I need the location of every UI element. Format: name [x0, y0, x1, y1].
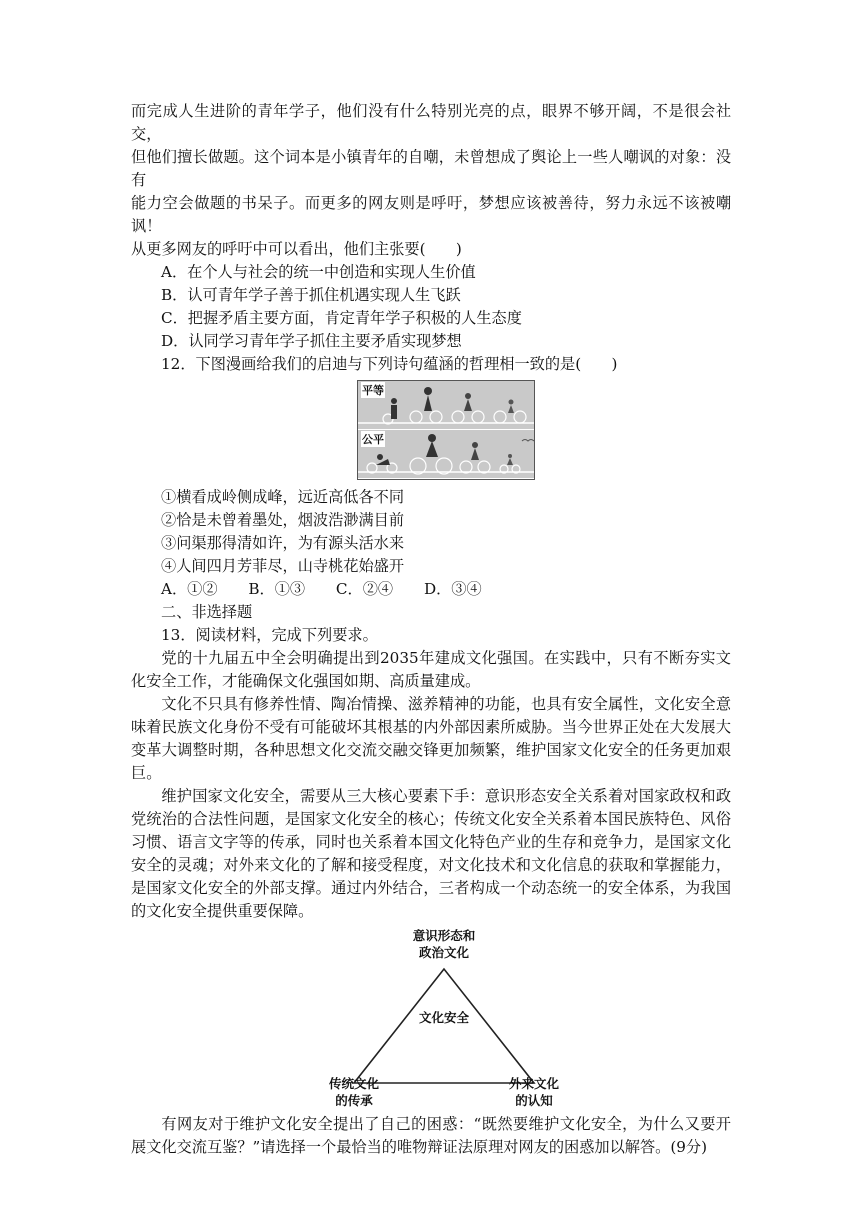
diagram-left-label: 传统文化 的传承 — [328, 1076, 379, 1108]
q12-stem: 12．下图漫画给我们的启迪与下列诗句蕴涵的哲理相一致的是( ) — [161, 355, 618, 373]
q12-choice-a: A．①② — [161, 580, 218, 598]
comic-image — [357, 380, 535, 480]
question-11 — [131, 100, 731, 353]
q11-option-a: A．在个人与社会的统一中创造和实现人生价值 — [161, 263, 476, 281]
q12-choices — [131, 578, 731, 601]
q12-choice-c: C．②④ — [335, 580, 394, 598]
q12-poem-1: ①横看成岭侧成峰，远近高低各不同 — [161, 488, 404, 506]
q11-stem-line: 能力空会做题的书呆子。而更多的网友则是呼吁，梦想应该被善待，努力永远不该被嘲讽！ — [131, 194, 731, 235]
diagram-top-label: 意识形态和 政治文化 — [412, 928, 476, 960]
culture-security-diagram — [131, 927, 731, 1111]
q11-stem-line: 而完成人生进阶的青年学子，他们没有什么特别光亮的点，眼界不够开阔，不是很会社交， — [131, 102, 731, 143]
q11-stem-line: 从更多网友的呼吁中可以看出，他们主张要( ) — [131, 240, 462, 258]
q12-poem-2: ②恰是未曾着墨处，烟波浩渺满目前 — [161, 511, 404, 529]
q13-paragraph-3: 维护国家文化安全，需要从三大核心要素下手：意识形态安全关系着对国家政权和政党统治的合法性问题，是国家文化安全的核心；传统文化安全关系着本国民族特色、风俗习惯、语言文字等的传承，同时也关系着本国文化特色产业的生存和竞争力，是国家文化安全的灵魂；对外来文化的了解和接受程度，对文化技术和文化信息的获取和掌握能力，是国家文化安全的外部支撑。通过内外结合，三者构成一个动态统一的安全体系，为我国的文化安全提供重要保障。 — [131, 787, 731, 920]
q12-poem-3: ③问渠那得清如许，为有源头活水来 — [161, 534, 404, 552]
question-13 — [131, 624, 731, 1159]
question-12 — [131, 353, 731, 601]
comic-label-equality: 平等 — [362, 384, 384, 397]
q13-question: 有网友对于维护文化安全提出了自己的困惑：“既然要维护文化安全，为什么又要开展文化交流互鉴？”请选择一个最恰当的唯物辩证法原理对网友的困惑加以解答。(9分) — [131, 1115, 731, 1156]
q13-paragraph-2: 文化不只具有修养性情、陶冶情操、滋养精神的功能，也具有安全属性，文化安全意味着民族文化身份不受有可能破坏其根基的内外部因素所威胁。当今世界正处在大发展大变革大调整时期，各种思想文化交流交融交锋更加频繁，维护国家文化安全的任务更加艰巨。 — [131, 695, 731, 782]
q12-choice-d: D．③④ — [423, 580, 482, 598]
q12-choice-b: B．①③ — [248, 580, 306, 598]
section-heading: 二、非选择题 — [161, 603, 253, 621]
q11-option-c: C．把握矛盾主要方面，肯定青年学子积极的人生态度 — [161, 309, 522, 327]
q12-poem-4: ④人间四月芳菲尽，山寺桃花始盛开 — [161, 557, 404, 575]
comic-label-fairness: 公平 — [362, 433, 384, 446]
q11-stem-line: 但他们擅长做题。这个词本是小镇青年的自嘲，未曾想成了舆论上一些人嘲讽的对象：没有 — [131, 148, 731, 189]
diagram-center-label: 文化安全 — [418, 1010, 469, 1025]
page-content — [131, 100, 731, 1159]
diagram-right-label: 外来文化 的认知 — [508, 1076, 559, 1108]
q13-stem: 13．阅读材料，完成下列要求。 — [161, 626, 378, 644]
q13-paragraph-1: 党的十九届五中全会明确提出到2035年建成文化强国。在实践中，只有不断夯实文化安全工作，才能确保文化强国如期、高质量建成。 — [131, 649, 731, 690]
q11-option-d: D．认同学习青年学子抓住主要矛盾实现梦想 — [161, 332, 462, 350]
q11-option-b: B．认可青年学子善于抓住机遇实现人生飞跃 — [161, 286, 461, 304]
